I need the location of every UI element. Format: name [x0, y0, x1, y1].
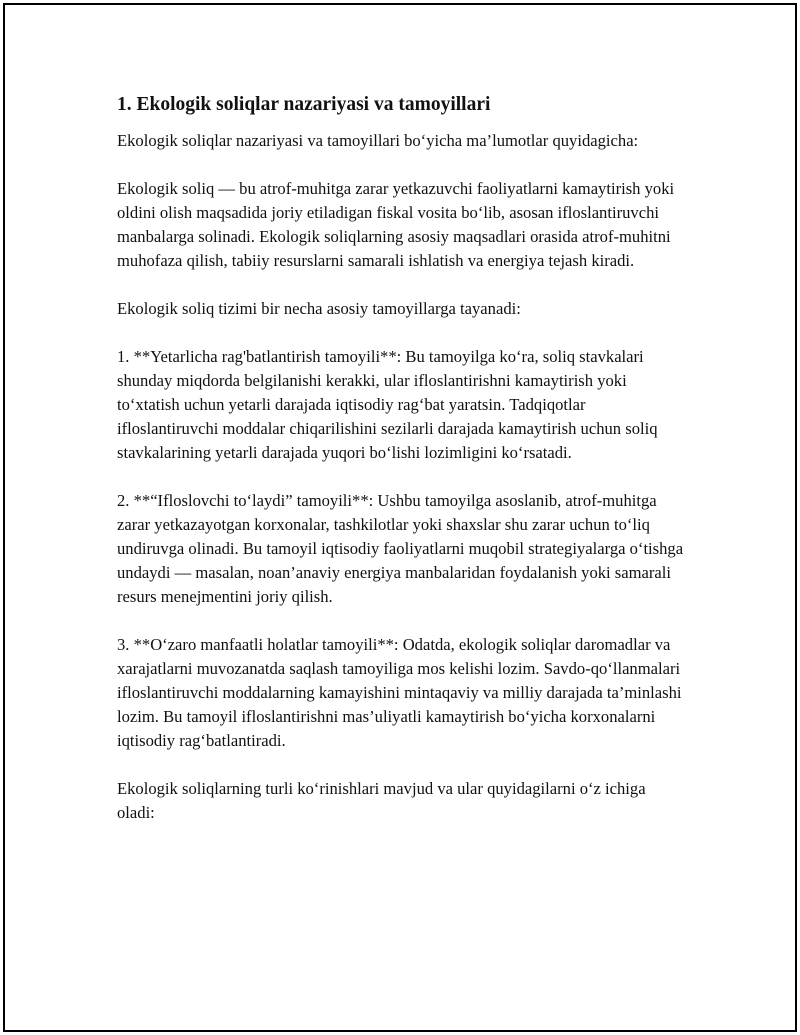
principle-3-paragraph: 3. **O‘zaro manfaatli holatlar tamoyili**: Odatda, ekologik soliqlar daromadlar va xarajatlarni muvozanatda saqlash tamoyiliga mos kelishi lozim. Savdo-qo‘llanmalari ifloslantiruvchi moddalarning kamayishini mintaqaviy va milliy darajada ta’minlashi lozim. Bu tamoyil ifloslantirishni mas’uliyatli kamaytirish bo‘yicha korxonalarni iqtisodiy rag‘batlantiradi.: [117, 635, 682, 750]
principle-1-paragraph: 1. **Yetarlicha rag'batlantirish tamoyili**: Bu tamoyilga ko‘ra, soliq stavkalari shunday miqdorda belgilanishi kerakki, ular ifloslantirishni kamaytirish yoki to‘xtatish uchun yetarli darajada iqtisodiy rag‘bat yaratsin. Tadqiqotlar ifloslantiruvchi moddalar chiqarilishini sezilarli darajada kamaytirish uchun soliq stavkalarining yetarli darajada yuqori bo‘lishi lozimligini ko‘rsatadi.: [117, 347, 658, 462]
section-heading: 1. Ekologik soliqlar nazariyasi va tamoyillari: [117, 94, 491, 115]
principles-intro-paragraph: Ekologik soliq tizimi bir necha asosiy tamoyillarga tayanadi:: [117, 299, 521, 318]
intro-paragraph: Ekologik soliqlar nazariyasi va tamoyillari bo‘yicha ma’lumotlar quyidagicha:: [117, 131, 639, 150]
definition-paragraph: Ekologik soliq — bu atrof-muhitga zarar yetkazuvchi faoliyatlarni kamaytirish yoki oldini olish maqsadida joriy etiladigan fiskal vosita bo‘lib, asosan ifloslantiruvchi manbalarga solinadi. Ekologik soliqlarning asosiy maqsadlari orasida atrof-muhitni muhofaza qilish, tabiiy resurslarni samarali ishlatish va energiya tejash kiradi.: [117, 179, 675, 270]
principle-2-paragraph: 2. **“Ifloslovchi to‘laydi” tamoyili**: Ushbu tamoyilga asoslanib, atrof-muhitga zarar yetkazayotgan korxonalar, tashkilotlar yoki shaxslar shu zarar uchun to‘liq undiruvga olinadi. Bu tamoyil iqtisodiy faoliyatlarni muqobil strategiyalarga o‘tishga undaydi — masalan, noan’anaviy energiya manbalaridan foydalanish yoki samarali resurs menejmentini joriy qilish.: [117, 491, 684, 606]
types-intro-paragraph: Ekologik soliqlarning turli ko‘rinishlari mavjud va ular quyidagilarni o‘z ichiga oladi:: [117, 779, 646, 822]
document-body: [117, 92, 687, 849]
